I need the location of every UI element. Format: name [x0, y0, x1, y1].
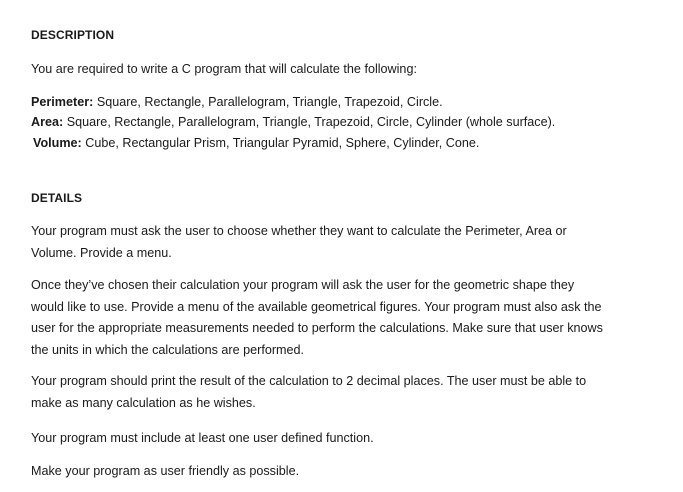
description-intro: You are required to write a C program that will calculate the following: — [31, 62, 417, 76]
paragraph-line: Once they’ve chosen their calculation your program will ask the user for the geometric shape they — [31, 278, 575, 292]
volume-text: Cube, Rectangular Prism, Triangular Pyramid, Sphere, Cylinder, Cone. — [85, 136, 480, 150]
description-heading: DESCRIPTION — [31, 28, 115, 42]
volume-label: Volume: — [33, 136, 82, 150]
volume-line — [33, 136, 479, 151]
details-paragraph-function: Your program must include at least one user defined function. — [31, 431, 374, 445]
perimeter-label: Perimeter: — [31, 95, 94, 109]
details-heading: DETAILS — [31, 191, 83, 205]
area-line — [31, 115, 555, 130]
paragraph-line: the units in which the calculations are performed. — [31, 342, 305, 357]
paragraph-line: Your program must ask the user to choose whether they want to calculate the Perimeter, Area or — [31, 224, 567, 238]
paragraph-line: make as many calculation as he wishes. — [31, 395, 256, 410]
paragraph-line: Volume. Provide a menu. — [31, 245, 172, 260]
details-paragraph-friendly: Make your program as user friendly as possible. — [31, 464, 300, 478]
area-label: Area: — [31, 115, 64, 129]
details-paragraph-menu — [31, 221, 656, 264]
details-paragraph-output — [31, 371, 656, 414]
area-text: Square, Rectangle, Parallelogram, Triangle, Trapezoid, Circle, Cylinder (whole surface). — [66, 115, 556, 129]
perimeter-line — [31, 95, 443, 110]
paragraph-line: would like to use. Provide a menu of the available geometrical figures. Your program must also ask the — [31, 299, 602, 314]
perimeter-text: Square, Rectangle, Parallelogram, Triangle, Trapezoid, Circle. — [96, 95, 443, 109]
paragraph-line: user for the appropriate measurements needed to perform the calculations. Make sure that user knows — [31, 321, 603, 335]
paragraph-line: Your program should print the result of the calculation to 2 decimal places. The user must be able to — [31, 374, 587, 388]
details-paragraph-shapes — [31, 275, 656, 361]
